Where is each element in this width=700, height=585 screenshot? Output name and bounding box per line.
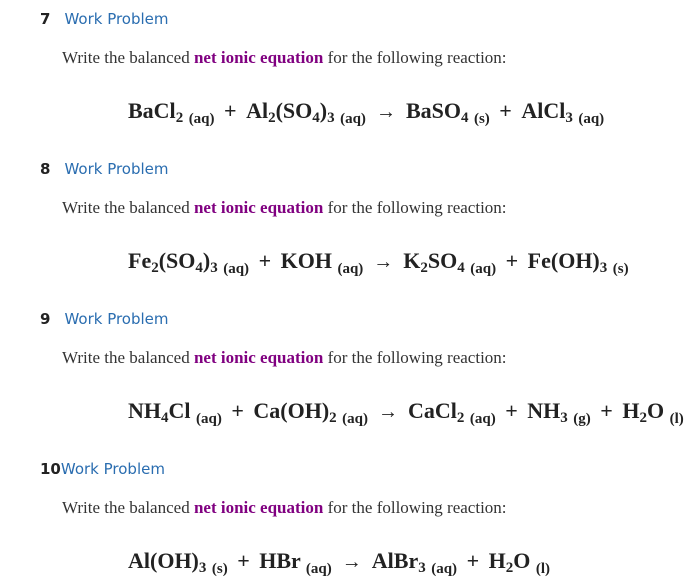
- problem-header: [40, 310, 169, 332]
- prompt-text-end: for the following reaction:: [323, 48, 507, 67]
- problem-header: [40, 460, 165, 482]
- prompt-text: Write the balanced: [62, 348, 194, 367]
- problem-prompt: [62, 198, 507, 218]
- prompt-emphasis: net ionic equation: [193, 348, 324, 367]
- prompt-text-end: for the following reaction:: [323, 498, 507, 517]
- problem-number: 7: [40, 10, 51, 28]
- work-problem-link[interactable]: Work Problem: [64, 10, 169, 28]
- prompt-text-end: for the following reaction:: [323, 198, 507, 217]
- prompt-text: Write the balanced: [62, 198, 194, 217]
- reaction-equation: $Fe_2(SO_4)_3$ $_{(aq)}$ + KOH $_{(aq)} \to K_2SO_4$ $_{(aq)} + Fe(OH)_3$ $_{(s)}$: [128, 248, 629, 277]
- prompt-emphasis: net ionic equation: [193, 198, 324, 217]
- prompt-emphasis: net ionic equation: [193, 48, 324, 67]
- reaction-equation: BaCl$_2$ $_{(aq)} + Al_2(SO_4)_3$ $_{(aq)}$ → BaSO$_4$ $_{(s)}$ + AlCl$_3$ $_{(aq)}$: [128, 98, 605, 127]
- problem-number: 10: [40, 460, 61, 478]
- work-problem-link[interactable]: Work Problem: [60, 460, 165, 478]
- reaction-equation: $Al(OH)_3$ $_{(s)}$ + HBr $_{(aq)}$ → AlBr$_3$ $_{(aq)} + H_2O$ $_{(l)}$: [128, 548, 551, 577]
- problem-header: [40, 160, 169, 182]
- prompt-text-end: for the following reaction:: [323, 348, 507, 367]
- prompt-text: Write the balanced: [62, 498, 194, 517]
- work-problem-link[interactable]: Work Problem: [64, 310, 169, 328]
- problem-prompt: [62, 48, 507, 68]
- problem-number: 9: [40, 310, 51, 328]
- work-problem-link[interactable]: Work Problem: [64, 160, 169, 178]
- problem-header: [40, 10, 169, 32]
- problem-number: 8: [40, 160, 51, 178]
- problem-prompt: [62, 498, 507, 518]
- prompt-emphasis: net ionic equation: [193, 498, 324, 517]
- problem-prompt: [62, 348, 507, 368]
- reaction-equation: $NH_4Cl$ $_{(aq)} + Ca(OH)_2$ $_{(aq)}$ → CaCl$_2$ $_{(aq)} + NH_3$ $_{(g)} + H_2O$ $_{(l)}$: [128, 398, 684, 427]
- prompt-text: Write the balanced: [62, 48, 194, 67]
